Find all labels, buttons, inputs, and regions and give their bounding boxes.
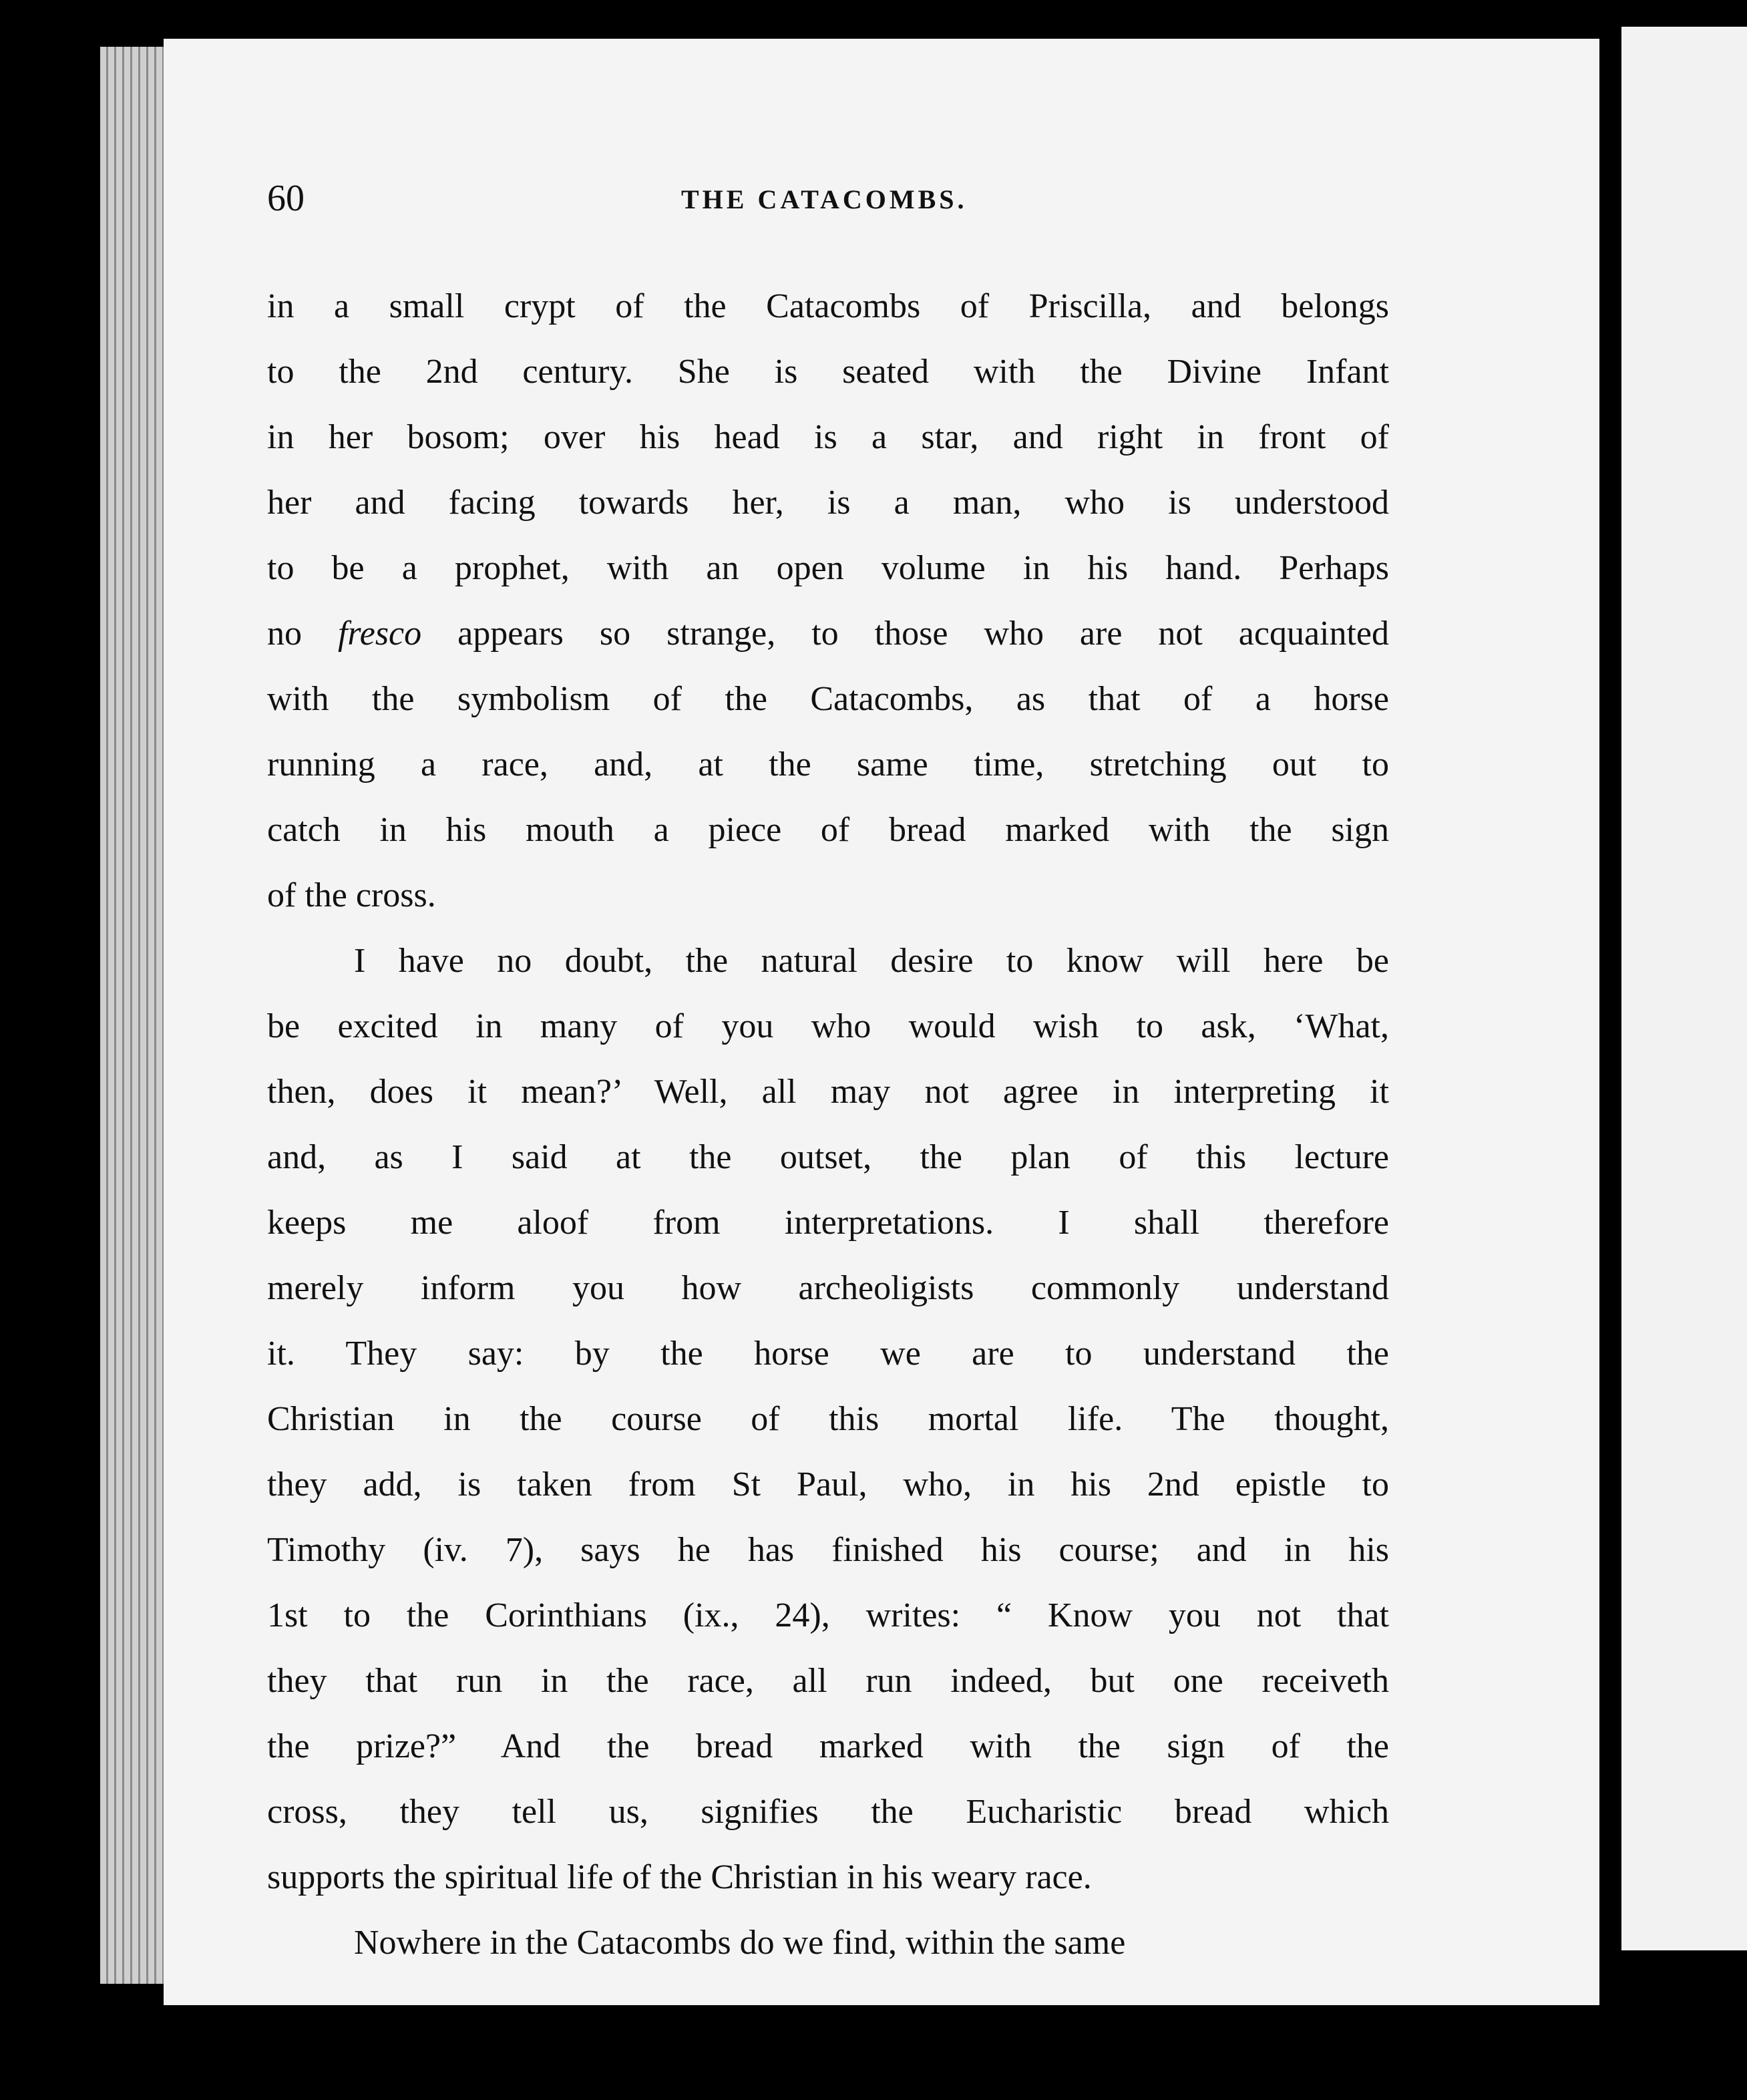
text-line: with the symbolism of the Catacombs, as that of a horse (267, 680, 1389, 718)
text-line: in a small crypt of the Catacombs of Priscilla, and belongs (267, 287, 1389, 325)
page-number: 60 (267, 178, 305, 219)
text-line: they that run in the race, all run indeed, but one receiveth (267, 1662, 1389, 1700)
text-line: in her bosom; over his head is a star, and right in front of (267, 418, 1389, 456)
text-line: the prize?” And the bread marked with the sign of the (267, 1727, 1389, 1765)
text-line: supports the spiritual life of the Christian in his weary race. (267, 1858, 1092, 1896)
text-line: be excited in many of you who would wish to ask, ‘What, (267, 1007, 1389, 1045)
text-fragment: appears so strange, to those who are not acquainted (421, 615, 1390, 653)
text-line: running a race, and, at the same time, stretching out to (267, 745, 1389, 783)
text-line: her and facing towards her, is a man, who is understood (267, 484, 1389, 522)
text-line: to the 2nd century. She is seated with the Divine Infant (267, 353, 1389, 391)
text-line: 1st to the Corinthians (ix., 24), writes: “ Know you not that (267, 1596, 1389, 1634)
text-line: of the cross. (267, 876, 436, 914)
book-page-edges (100, 47, 174, 1984)
paragraph-first-line: I have no doubt, the natural desire to know will here be (354, 942, 1389, 980)
text-line: and, as I said at the outset, the plan of this lecture (267, 1138, 1389, 1176)
text-line: merely inform you how archeoligists commonly understand (267, 1269, 1389, 1307)
paragraph-first-line: Nowhere in the Catacombs do we find, within the same (354, 1924, 1126, 1962)
page-header (267, 177, 1389, 224)
text-line: Christian in the course of this mortal life. The thought, (267, 1400, 1389, 1438)
facing-page-edge (1621, 27, 1747, 1950)
text-line: they add, is taken from St Paul, who, in his 2nd epistle to (267, 1465, 1389, 1504)
text-line: cross, they tell us, signifies the Eucharistic bread which (267, 1793, 1389, 1831)
scan-speck (175, 351, 180, 355)
italic-word: fresco (337, 615, 422, 653)
text-line: to be a prophet, with an open volume in his hand. Perhaps (267, 549, 1389, 587)
body-text (267, 274, 1389, 1976)
text-line (267, 601, 1389, 667)
text-line: catch in his mouth a piece of bread marked with the sign (267, 811, 1389, 849)
text-line: then, does it mean?’ Well, all may not agree in interpreting it (267, 1073, 1389, 1111)
text-line: it. They say: by the horse we are to understand the (267, 1335, 1389, 1373)
running-head: THE CATACOMBS. (681, 184, 968, 214)
text-fragment: no (267, 615, 338, 653)
text-line: Timothy (iv. 7), says he has finished his course; and in his (267, 1531, 1389, 1569)
text-line: keeps me aloof from interpretations. I shall therefore (267, 1204, 1389, 1242)
